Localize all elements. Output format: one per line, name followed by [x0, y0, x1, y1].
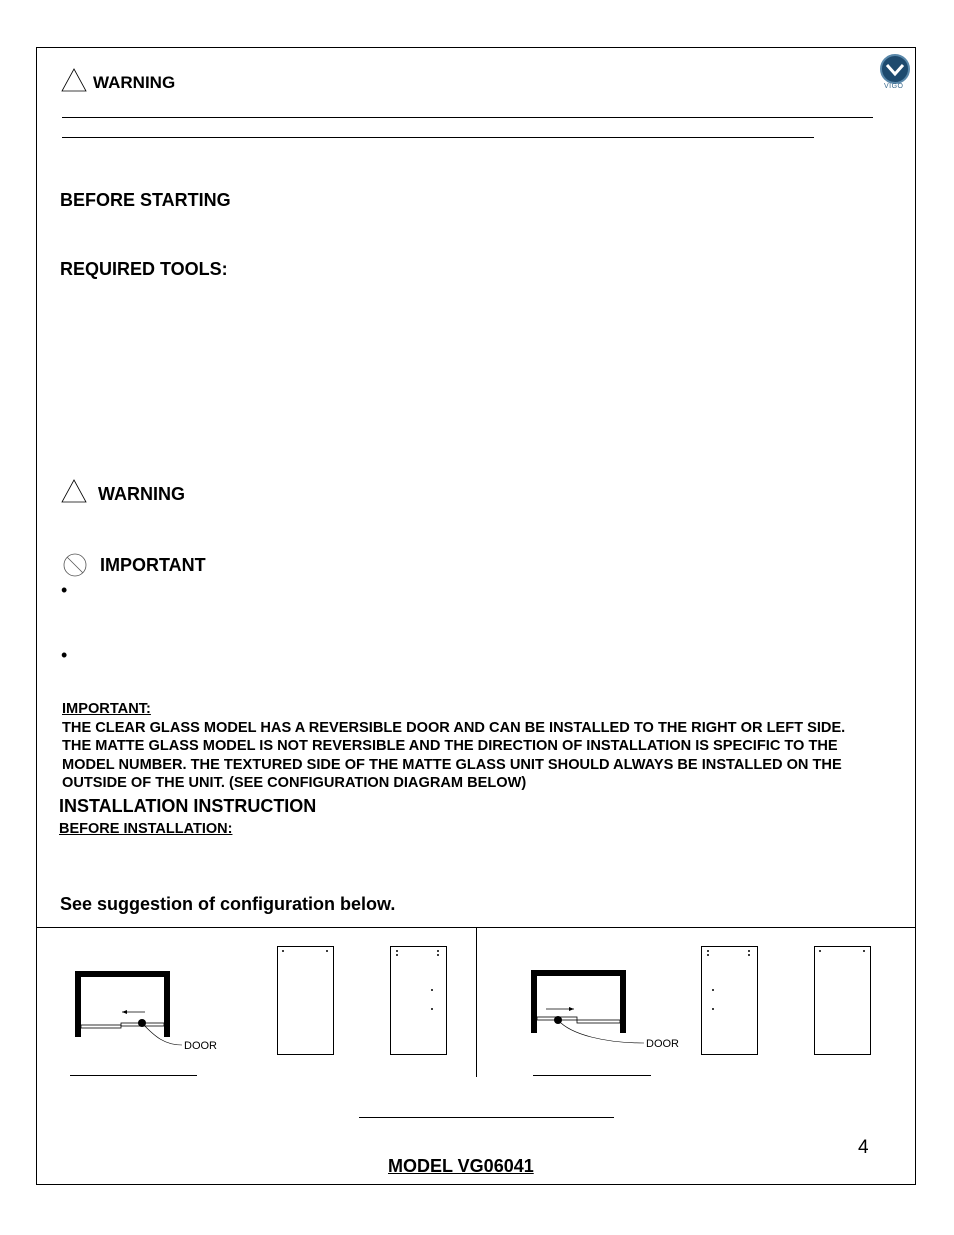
glass-panel-fixed: [277, 946, 334, 1055]
warning-heading: WARNING: [93, 73, 176, 92]
important-note-line: OUTSIDE OF THE UNIT. (SEE CONFIGURATION DIAGRAM BELOW): [62, 775, 527, 791]
panel-hole: [707, 950, 709, 952]
left-caption-rule: [70, 1075, 197, 1076]
before-starting-heading: BEFORE STARTING: [60, 190, 231, 210]
warning-triangle-icon: [61, 68, 87, 92]
handle-hole: [712, 1008, 714, 1010]
warning-heading-2: WARNING: [98, 484, 185, 504]
warning-rule-1: [62, 117, 873, 118]
suggestion-text: See suggestion of configuration below.: [60, 894, 396, 914]
handle-hole: [431, 989, 433, 991]
important-heading: IMPORTANT: [100, 555, 206, 575]
diagram-caption-rule: [359, 1117, 614, 1118]
panel-hole: [282, 950, 284, 952]
panel-hole: [437, 954, 439, 956]
diagram-divider: [476, 927, 477, 1077]
important-note-line: THE CLEAR GLASS MODEL HAS A REVERSIBLE DOOR AND CAN BE INSTALLED TO THE RIGHT OR LEFT SIDE.: [62, 719, 846, 736]
warning-triangle-icon: [61, 479, 87, 503]
handle-hole: [712, 989, 714, 991]
important-note-label: IMPORTANT:: [62, 701, 151, 717]
door-label-right: DOOR: [646, 1038, 679, 1050]
glass-panel-door: [701, 946, 758, 1055]
panel-hole: [819, 950, 821, 952]
panel-hole: [437, 950, 439, 952]
panel-hole: [863, 950, 865, 952]
before-installation-heading: BEFORE INSTALLATION:: [59, 821, 233, 837]
important-note-line: THE MATTE GLASS MODEL IS NOT REVERSIBLE AND THE DIRECTION OF INSTALLATION IS SPECIFIC TO THE: [62, 738, 838, 754]
handle-hole: [431, 1008, 433, 1010]
bullet-1: •: [61, 580, 68, 600]
warning-rule-2: [62, 137, 814, 138]
glass-panel-fixed: [814, 946, 871, 1055]
panel-hole: [396, 954, 398, 956]
logo-text: VIGO: [884, 83, 904, 90]
prohibited-icon: [62, 552, 88, 578]
panel-hole: [748, 954, 750, 956]
panel-hole: [326, 950, 328, 952]
page-frame-right-edge: [915, 47, 916, 1185]
glass-panel-door: [390, 946, 447, 1055]
installation-heading: INSTALLATION INSTRUCTION: [59, 796, 317, 816]
model-number: MODEL VG06041: [388, 1156, 534, 1176]
panel-hole: [707, 954, 709, 956]
page-number: 4: [858, 1137, 869, 1158]
important-note-line: MODEL NUMBER. THE TEXTURED SIDE OF THE MATTE GLASS UNIT SHOULD ALWAYS BE INSTALLED ON THE: [62, 756, 842, 773]
right-caption-rule: [533, 1075, 651, 1076]
door-label-left: DOOR: [184, 1040, 217, 1052]
required-tools-heading: REQUIRED TOOLS:: [60, 259, 228, 279]
panel-hole: [748, 950, 750, 952]
panel-hole: [396, 950, 398, 952]
bullet-2: •: [61, 645, 68, 665]
important-note: [62, 700, 902, 793]
